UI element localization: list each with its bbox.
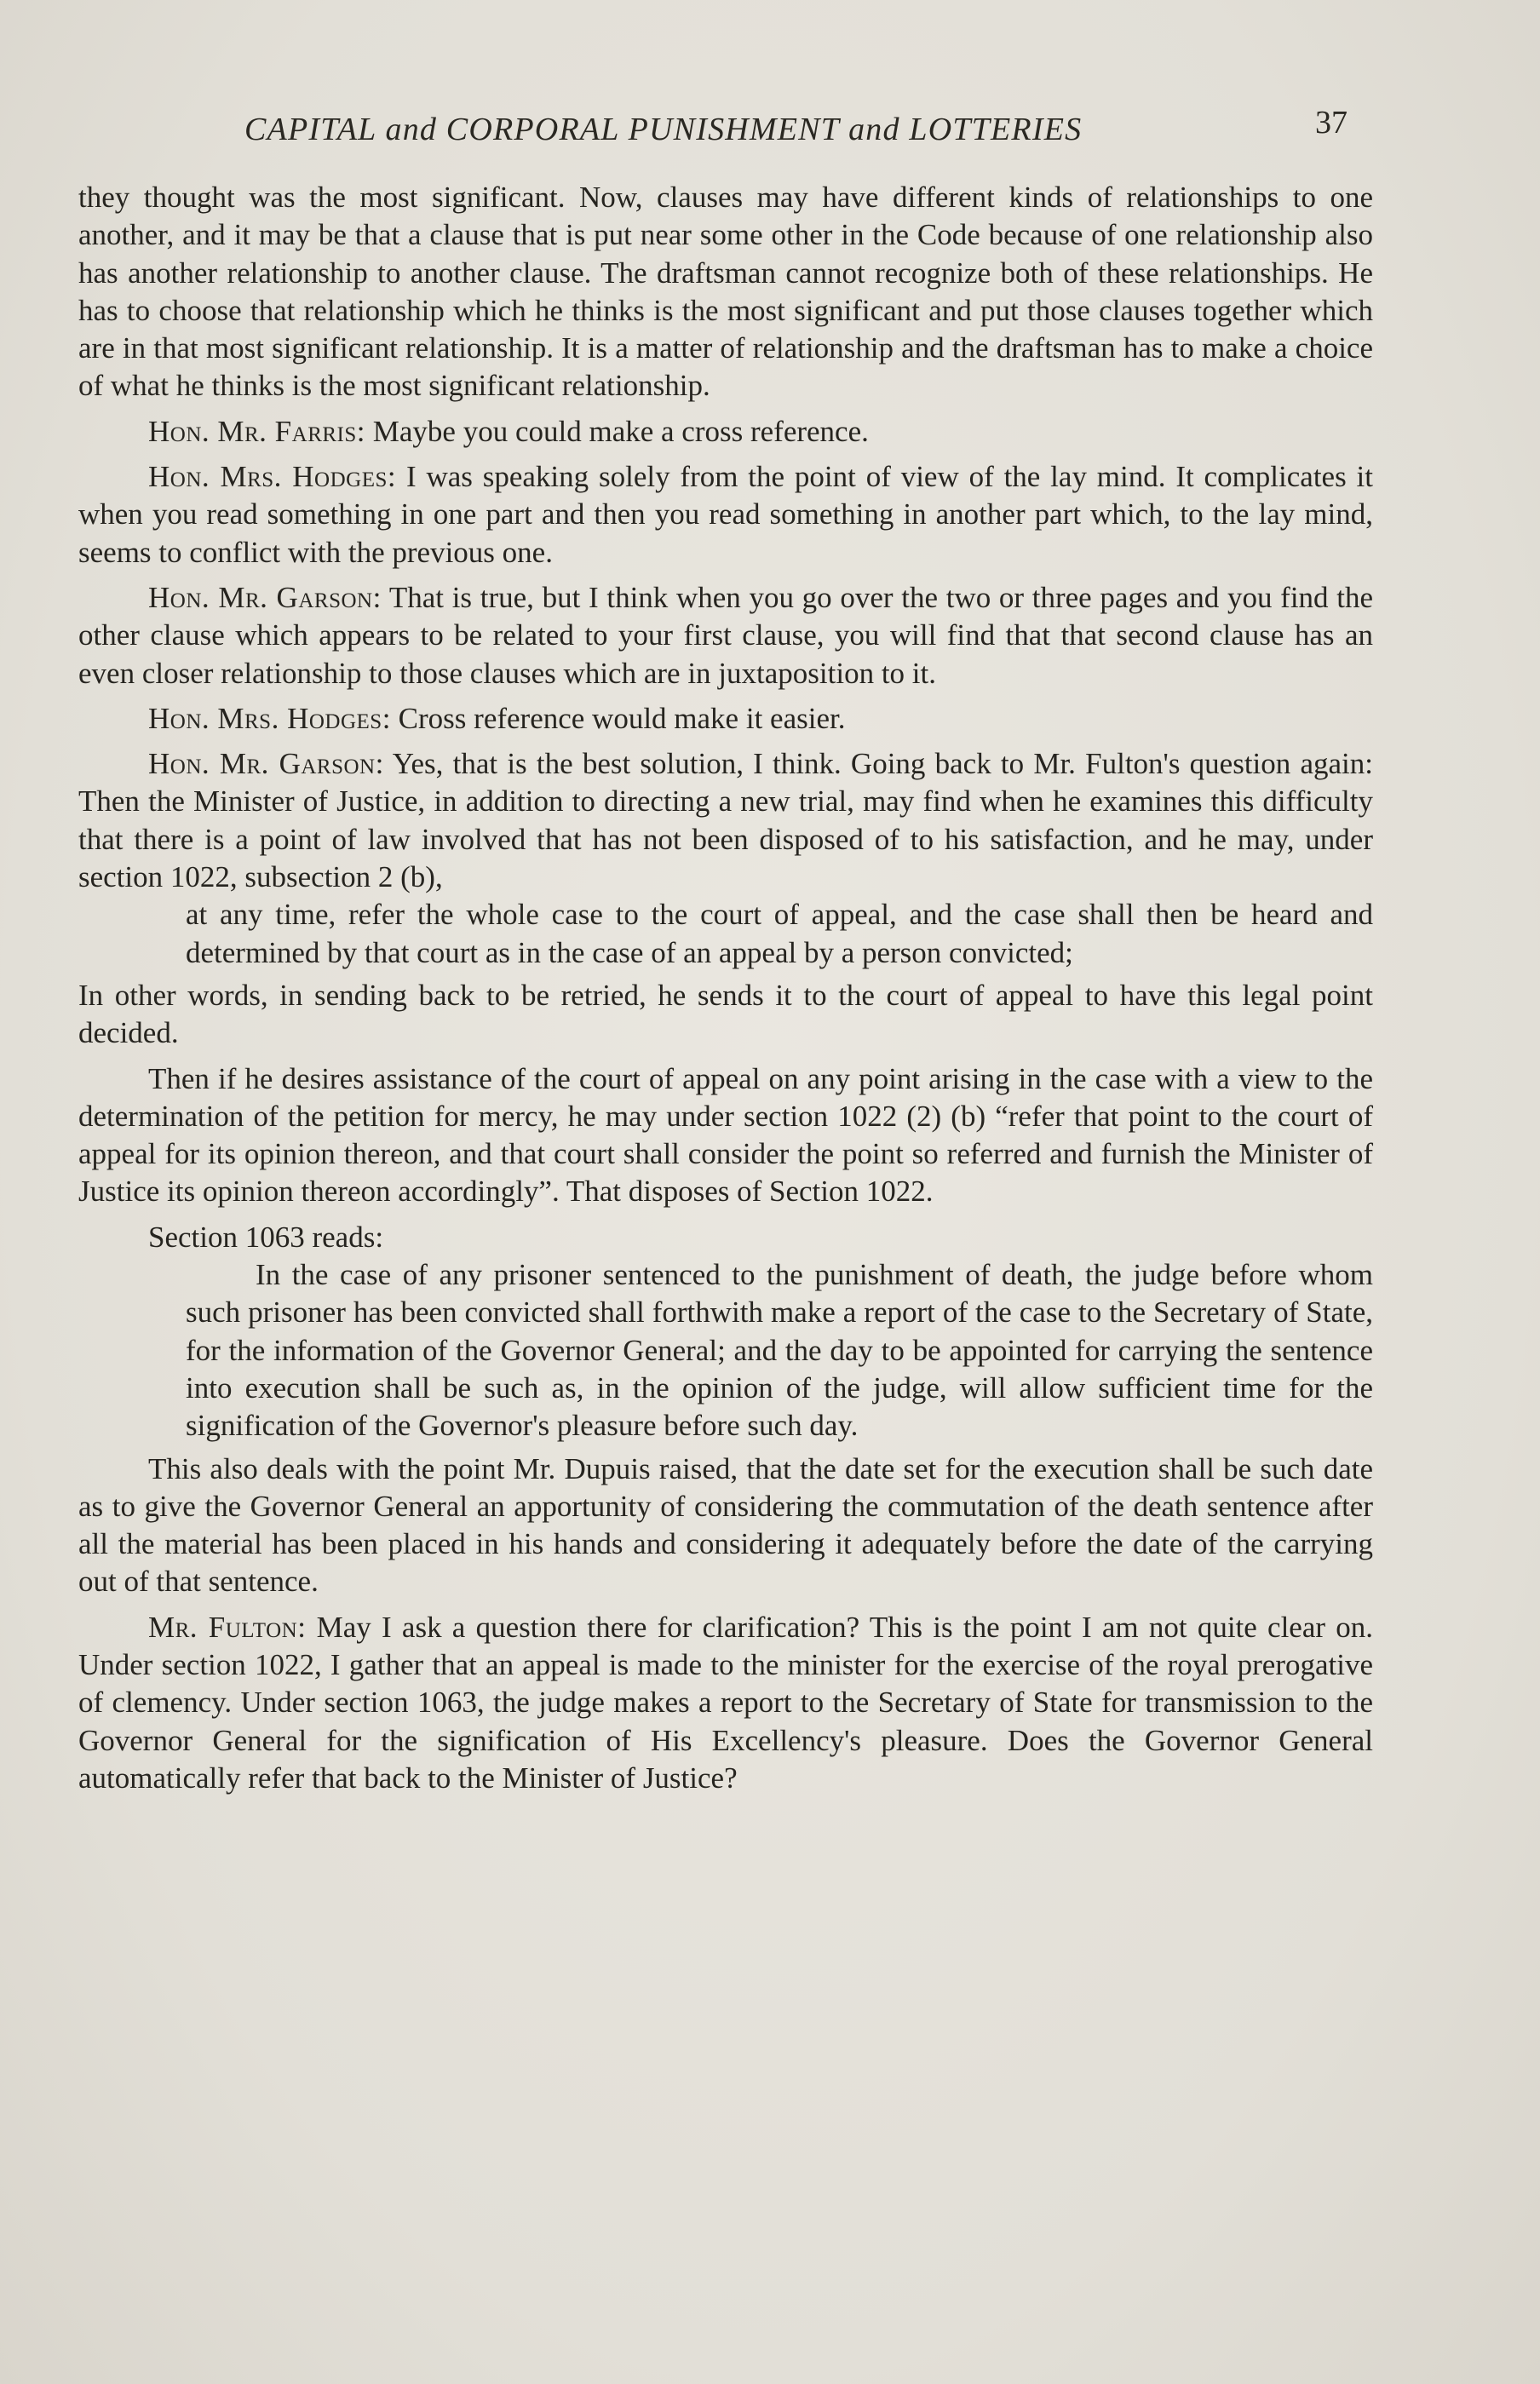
speaker-name: Hon. Mrs. Hodges: bbox=[148, 701, 391, 735]
running-title: CAPITAL and CORPORAL PUNISHMENT and LOTTERIES bbox=[244, 112, 1083, 147]
speaker-paragraph: Hon. Mr. Garson: Yes, that is the best solution, I think. Going back to Mr. Fulton's question again: Then the Minister of Justice, in addition to directing a new trial, may find when he examines this difficulty that there is a point of law involved that has not been disposed of to his satisfaction, and he may, under section 1022, subsection 2 (b), bbox=[78, 747, 1374, 894]
speaker-name: Hon. Mr. Garson: bbox=[148, 580, 382, 614]
quoted-statute: at any time, refer the whole case to the court of appeal, and the case shall then be heard and determined by that court as in the case of an appeal by a person convicted; bbox=[186, 898, 1373, 969]
speaker-name: Hon. Mrs. Hodges: bbox=[148, 460, 397, 494]
paragraph: This also deals with the point Mr. Dupuis raised, that the date set for the execution shall be such date as to give the Governor General an apportunity of considering the commutation of the death sentence after all the material has been placed in his hands and considering it adequately before the date of the carrying out of that sentence. bbox=[78, 1451, 1373, 1599]
page-body bbox=[78, 179, 1373, 1805]
paragraph: Section 1063 reads: bbox=[148, 1220, 384, 1254]
speaker-paragraph: Hon. Mr. Farris: Maybe you could make a cross reference. bbox=[148, 414, 869, 448]
speaker-paragraph: Hon. Mrs. Hodges: I was speaking solely from the point of view of the lay mind. It complicates it when you read something in one part and then you read something in another part which, to the lay mind, seems to conflict with the previous one. bbox=[78, 460, 1373, 569]
speaker-paragraph: Mr. Fulton: May I ask a question there for clarification? This is the point I am not quite clear on. Under section 1022, I gather that an appeal is made to the minister for the exercise of the royal prerogative of clemency. Under section 1063, the judge makes a report to the Secretary of State for transmission to the Governor General for the signification of His Excellency's pleasure. Does the Governor General automatically refer that back to the Minister of Justice? bbox=[78, 1610, 1373, 1795]
quoted-statute: In the case of any prisoner sentenced to the punishment of death, the judge before whom such prisoner has been convicted shall forthwith make a report of the case to the Secretary of State, for the information of the Governor General; and the day to be appointed for carrying the sentence into execution shall be such as, in the opinion of the judge, will allow sufficient time for the signification of the Governor's pleasure before such day. bbox=[186, 1258, 1373, 1443]
paragraph: they thought was the most significant. Now, clauses may have different kinds of relationships to one another, and it may be that a clause that is put near some other in the Code because of one relationship also has another relationship to another clause. The draftsman cannot recognize both of these relationships. He has to choose that relationship which he thinks is the most significant and put those clauses together which are in that most significant relationship. It is a matter of relationship and the draftsman has to make a choice of what he thinks is the most significant relationship. bbox=[78, 181, 1373, 403]
speaker-paragraph: Hon. Mr. Garson: That is true, but I think when you go over the two or three pages and you find the other clause which appears to be related to your first clause, you will find that that second clause has an even closer relationship to those clauses which are in juxtaposition to it. bbox=[78, 580, 1374, 690]
speaker-name: Mr. Fulton: bbox=[148, 1610, 307, 1644]
speaker-name: Hon. Mr. Garson: bbox=[148, 747, 384, 781]
speaker-name: Hon. Mr. Farris: bbox=[148, 414, 366, 448]
speaker-paragraph: Hon. Mrs. Hodges: Cross reference would make it easier. bbox=[148, 701, 846, 735]
paragraph: Then if he desires assistance of the court of appeal on any point arising in the case with a view to the determination of the petition for mercy, he may under section 1022 (2) (b) “refer that point to the court of appeal for its opinion thereon, and that court shall consider the point so referred and furnish the Minister of Justice its opinion thereon accordingly”. That disposes of Section 1022. bbox=[78, 1061, 1373, 1209]
page-number: 37 bbox=[1315, 105, 1348, 141]
page-header bbox=[78, 101, 1370, 152]
paragraph: In other words, in sending back to be retried, he sends it to the court of appeal to have this legal point decided. bbox=[78, 978, 1373, 1050]
